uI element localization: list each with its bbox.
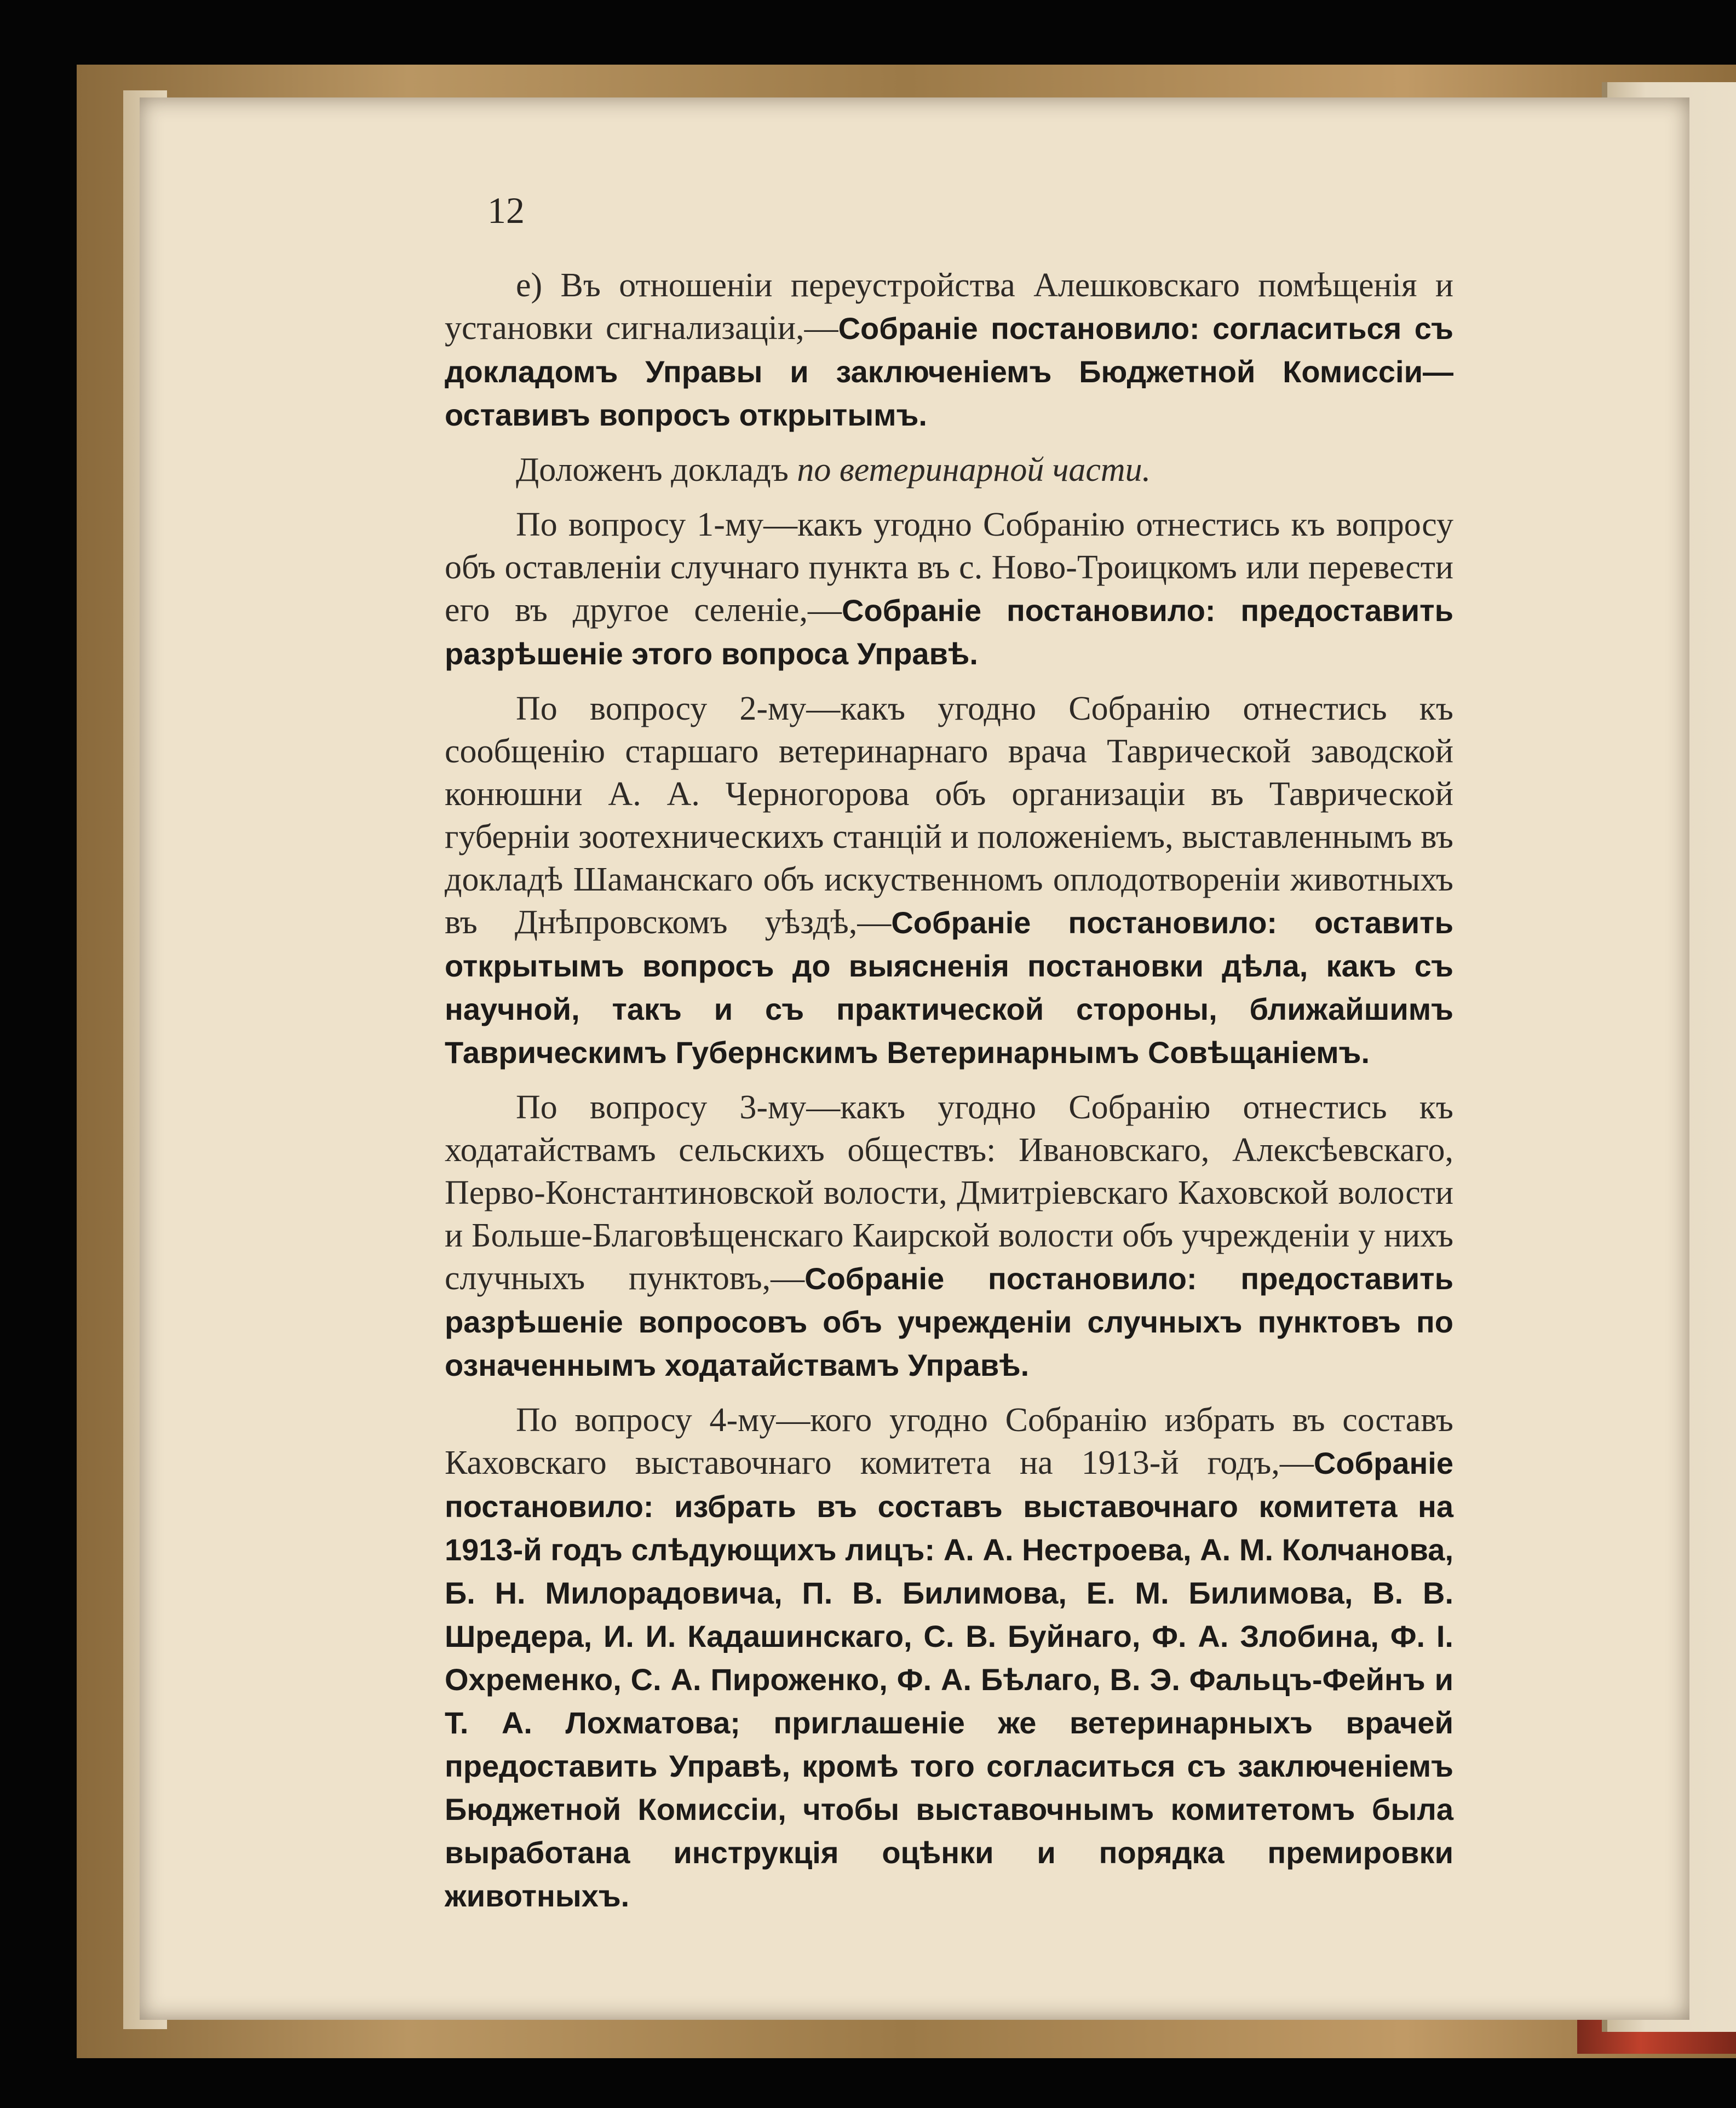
resolution-text: Собраніе постановило: согласиться съ докладомъ Управы и заключеніемъ Бюджетной Комиссіи—оставивъ вопросъ открытымъ. (445, 311, 1453, 432)
paragraph-lead: е) Въ отношеніи переустройства Алешковскаго помѣщенія и установки сигнализаціи,— (445, 267, 1453, 347)
resolution-text: Собраніе постановило: предоставить разрѣшеніе этого вопроса Управѣ. (445, 593, 1453, 671)
resolution-text: Собраніе постановило: предоставить разрѣшеніе вопросовъ объ учрежденіи случныхъ пунктовъ по означеннымъ ходатайствамъ Управѣ. (445, 1261, 1453, 1382)
paragraph-report (445, 449, 1453, 491)
paragraph-e (445, 264, 1453, 436)
paragraph-question-4 (445, 1399, 1453, 1917)
resolution-text: Собраніе постановило: избрать въ составъ выставочнаго комитета на 1913-й годъ слѣдующихъ лицъ: А. А. Нестроева, А. М. Колчанова, Б. Н. Милорадовича, П. В. Билимова, Е. М. Билимова, В. В. Шредера, И. И. Кадашинскаго, С. В. Буйнаго, Ф. А. Злобина, Ф. І. Охременко, С. А. Пироженко, Ф. А. Бѣлаго, В. Э. Фальцъ-Фейнъ и Т. А. Лохматова; приглашеніе же ветеринарныхъ врачей предоставить Управѣ, кромѣ того согласиться съ заключеніемъ Бюджетной Комиссіи, чтобы выставочнымъ комитетомъ была выработана инструкція оцѣнки и порядка премировки животныхъ. (445, 1446, 1453, 1913)
report-topic: по ветеринарной части. (797, 451, 1151, 489)
paragraph-lead: По вопросу 4-му—кого угодно Собранію избрать въ составъ Каховскаго выставочнаго комитета на 1913-й годъ,— (445, 1401, 1453, 1481)
paragraph-question-3 (445, 1086, 1453, 1387)
text-body (445, 264, 1453, 1929)
paragraph-question-2 (445, 687, 1453, 1074)
resolution-text: Собраніе постановило: оставить открытымъ вопросъ до выясненія постановки дѣла, какъ съ научной, такъ и съ практической стороны, ближайшимъ Таврическимъ Губернскимъ Ветеринарнымъ Совѣщаніемъ. (445, 905, 1453, 1070)
paragraph-lead: Доложенъ докладъ (516, 451, 797, 489)
paragraph-question-1 (445, 503, 1453, 675)
paragraph-lead: По вопросу 2-му—какъ угодно Собранію отнестись къ сообщенію старшаго ветеринарнаго врача Таврической заводской конюшни А. А. Черногорова объ организаціи въ Таврической губерніи зоотехническихъ станцій и положеніемъ, выставленнымъ въ докладѣ Шаманскаго объ искуственномъ оплодотвореніи животныхъ въ Днѣпровскомъ уѣздѣ,— (445, 690, 1453, 941)
paragraph-lead: По вопросу 1-му—какъ угодно Собранію отнестись къ вопросу объ оставленіи случнаго пункта въ с. Ново-Троицкомъ или перевести его въ другое селеніе,— (445, 506, 1453, 629)
page-number: 12 (487, 189, 525, 231)
paragraph-lead: По вопросу 3-му—какъ угодно Собранію отнестись къ ходатайствамъ сельскихъ обществъ: Ивановскаго, Алексѣевскаго, Перво-Константиновской волости, Дмитріевскаго Каховской волости и Больше-Благовѣщенскаго Каирской волости объ учрежденіи у нихъ случныхъ пунктовъ,— (445, 1089, 1453, 1297)
